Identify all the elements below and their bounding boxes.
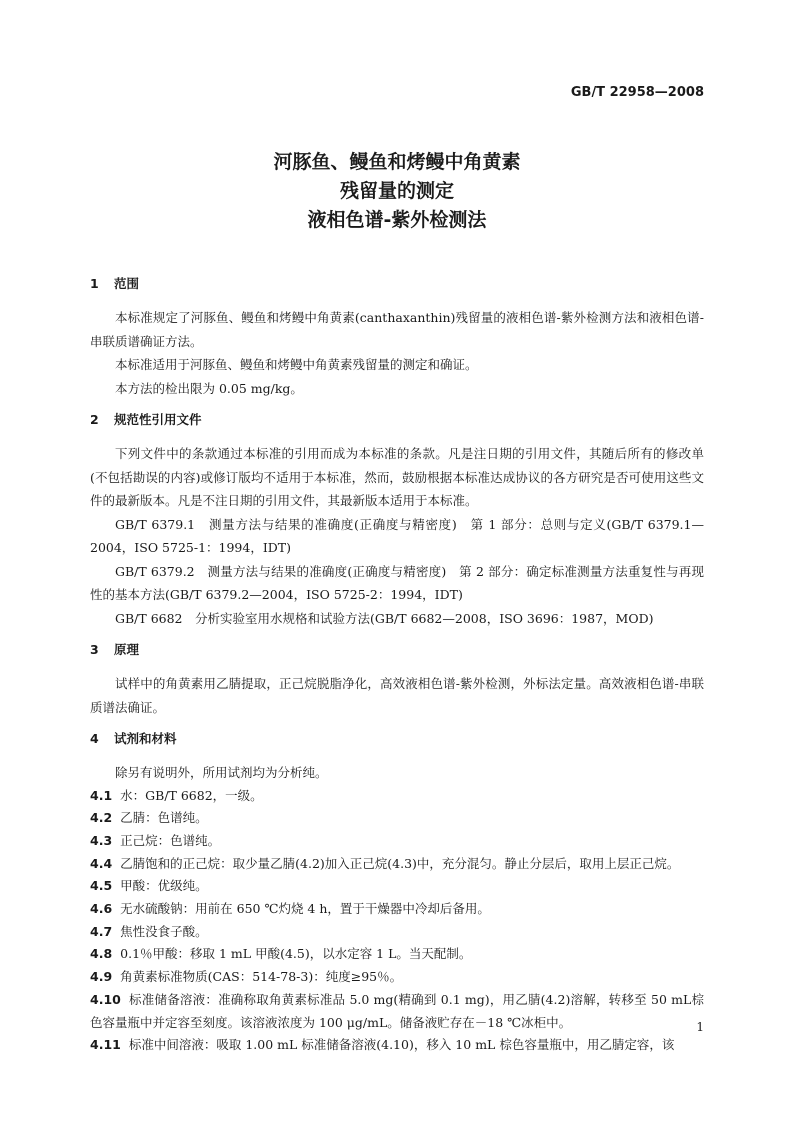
paragraph: 本标准规定了河豚鱼、鳗鱼和烤鳗中角黄素(canthaxanthin)残留量的液相色谱-紫外检测方法和液相色谱-串联质谱确证方法。 xyxy=(90,310,704,349)
list-item xyxy=(90,830,704,853)
title-line-2: 残留量的测定 xyxy=(339,180,454,202)
list-item xyxy=(90,943,704,966)
section-heading-scope xyxy=(90,274,704,294)
item-number: 4.5 xyxy=(90,878,113,894)
item-number: 4.2 xyxy=(90,810,113,826)
item-number: 4.7 xyxy=(90,923,113,939)
paragraph: 本标准适用于河豚鱼、鳗鱼和烤鳗中角黄素残留量的测定和确证。 xyxy=(115,357,478,372)
document-title xyxy=(0,148,794,235)
item-number: 4.3 xyxy=(90,832,113,848)
section-title: 试剂和材料 xyxy=(114,731,177,746)
list-item xyxy=(90,921,704,944)
item-number: 4.1 xyxy=(90,787,113,803)
reference-entry: GB/T 6682 分析实验室用水规格和试验方法(GB/T 6682—2008，ISO 3696：1987，MOD) xyxy=(115,610,654,626)
item-text: 标准储备溶液：准确称取角黄素标准品 5.0 mg(精确到 0.1 mg)，用乙腈(4.2)溶解，转移至 50 mL棕色容量瓶中并定容至刻度。该溶液浓度为 100 μg/mL。储备液贮存在－18 ℃冰柜中。 xyxy=(90,991,704,1030)
list-item xyxy=(90,989,704,1034)
item-text: 甲酸：优级纯。 xyxy=(120,878,208,894)
section-title: 规范性引用文件 xyxy=(114,412,202,427)
item-text: 焦性没食子酸。 xyxy=(120,923,208,939)
title-line-1: 河豚鱼、鳗鱼和烤鳗中角黄素 xyxy=(273,151,521,173)
item-text: 标准中间溶液：吸取 1.00 mL 标准储备溶液(4.10)，移入 10 mL 棕色容量瓶中，用乙腈定容，该 xyxy=(128,1037,675,1053)
section-heading-principle xyxy=(90,640,704,660)
section-title: 范围 xyxy=(114,276,140,291)
paragraph: 本方法的检出限为 0.05 mg/kg。 xyxy=(115,380,303,396)
item-text: 角黄素标准物质(CAS：514-78-3)：纯度≥95％。 xyxy=(120,969,403,985)
item-text: 乙腈：色谱纯。 xyxy=(120,810,208,826)
list-item xyxy=(90,807,704,830)
item-number: 4.6 xyxy=(90,901,113,917)
item-number: 4.11 xyxy=(90,1037,121,1053)
item-text: 0.1％甲酸：移取 1 mL 甲酸(4.5)，以水定容 1 L。当天配制。 xyxy=(120,946,472,962)
item-text: 正己烷：色谱纯。 xyxy=(120,832,221,848)
list-item xyxy=(90,1034,704,1057)
section-number: 1 xyxy=(90,276,99,291)
title-line-3: 液相色谱-紫外检测法 xyxy=(307,209,487,231)
paragraph: 下列文件中的条款通过本标准的引用而成为本标准的条款。凡是注日期的引用文件，其随后所有的修改单(不包括勘误的内容)或修订版均不适用于本标准，然而，鼓励根据本标准达成协议的各方研究是否可使用这些文件的最新版本。凡是不注日期的引用文件，其最新版本适用于本标准。 xyxy=(90,446,704,508)
page-number: 1 xyxy=(696,1020,704,1034)
reference-entry: GB/T 6379.1 测量方法与结果的准确度(正确度与精密度) 第 1 部分：总则与定义(GB/T 6379.1—2004，ISO 5725-1：1994，IDT) xyxy=(90,516,704,555)
paragraph: 试样中的角黄素用乙腈提取，正己烷脱脂净化，高效液相色谱-紫外检测，外标法定量。高效液相色谱-串联质谱法确证。 xyxy=(90,676,704,715)
section-heading-normative-references xyxy=(90,410,704,430)
item-number: 4.8 xyxy=(90,946,113,962)
standard-number: GB/T 22958—2008 xyxy=(570,85,704,100)
item-text: 乙腈饱和的正己烷：取少量乙腈(4.2)加入正己烷(4.3)中，充分混匀。静止分层后，取用上层正己烷。 xyxy=(120,855,680,871)
item-text: 无水硫酸钠：用前在 650 ℃灼烧 4 h，置于干燥器中冷却后备用。 xyxy=(120,901,490,917)
list-item xyxy=(90,853,704,876)
section-number: 2 xyxy=(90,412,99,427)
document-body xyxy=(90,274,704,1057)
list-item xyxy=(90,785,704,808)
list-item xyxy=(90,875,704,898)
paragraph: 除另有说明外，所用试剂均为分析纯。 xyxy=(115,765,328,780)
list-item xyxy=(90,898,704,921)
section-number: 4 xyxy=(90,731,99,746)
section-title: 原理 xyxy=(114,642,140,657)
section-number: 3 xyxy=(90,642,99,657)
item-text: 水：GB/T 6682，一级。 xyxy=(120,787,263,803)
item-number: 4.10 xyxy=(90,991,121,1007)
item-number: 4.4 xyxy=(90,855,113,871)
section-heading-reagents xyxy=(90,729,704,749)
reference-entry: GB/T 6379.2 测量方法与结果的准确度(正确度与精密度) 第 2 部分：确定标准测量方法重复性与再现性的基本方法(GB/T 6379.2—2004，ISO 5725-2：1994，IDT) xyxy=(90,563,704,602)
list-item xyxy=(90,966,704,989)
item-number: 4.9 xyxy=(90,969,113,985)
